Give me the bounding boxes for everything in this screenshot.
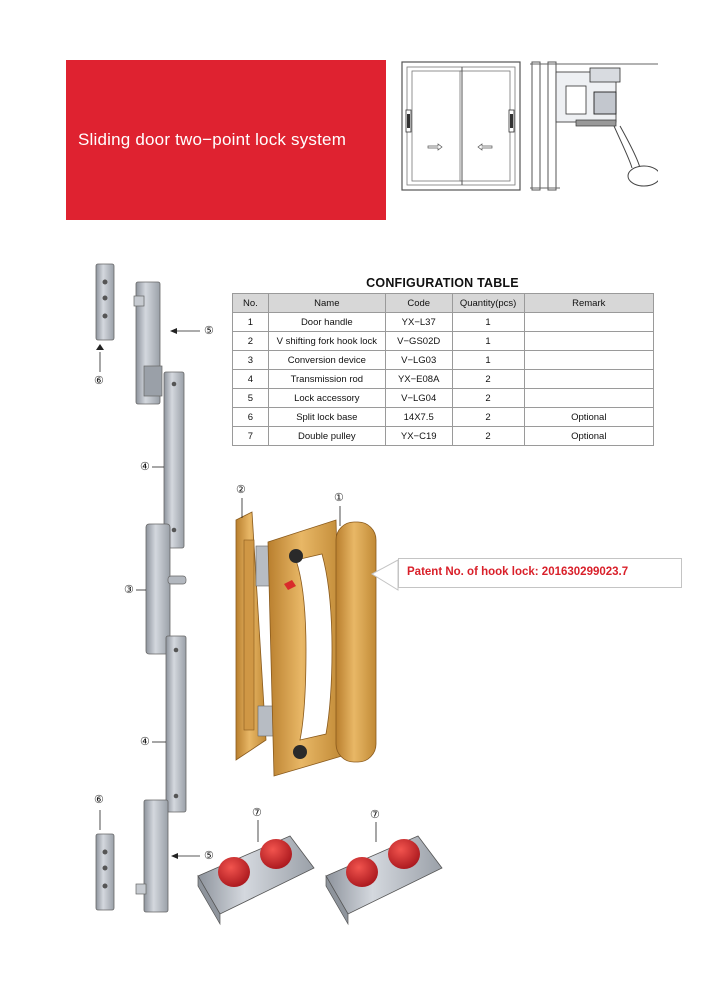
lock-accessory-bottom [136, 800, 168, 912]
cell-name: Transmission rod [268, 370, 385, 389]
cell-quantity: 1 [452, 332, 524, 351]
split-lock-base-top [96, 264, 114, 340]
cell-code: YX−E08A [385, 370, 452, 389]
cell-no: 1 [233, 313, 269, 332]
callout-4-top: ④ [140, 461, 150, 473]
header-remark: Remark [524, 294, 653, 313]
cell-remark: Optional [524, 427, 653, 446]
cell-code: V−LG04 [385, 389, 452, 408]
lock-section-sketch [530, 60, 658, 192]
cell-quantity: 2 [452, 370, 524, 389]
banner-title: Sliding door two−point lock system [78, 130, 347, 149]
callout-5-top: ⑤ [204, 325, 214, 337]
callout-6-bottom: ⑥ [94, 794, 104, 806]
cell-code: YX−C19 [385, 427, 452, 446]
cell-no: 3 [233, 351, 269, 370]
cell-code: V−LG03 [385, 351, 452, 370]
transmission-rod-bottom [166, 636, 186, 812]
callout-4-bottom: ④ [140, 736, 150, 748]
cell-no: 4 [233, 370, 269, 389]
transmission-rod-top [164, 372, 184, 548]
header-code: Code [385, 294, 452, 313]
cell-code: V−GS02D [385, 332, 452, 351]
cell-no: 6 [233, 408, 269, 427]
callout-2: ② [236, 484, 246, 496]
split-lock-base-bottom [96, 834, 114, 910]
callout-6-top: ⑥ [94, 375, 104, 387]
title-banner [66, 60, 386, 220]
cell-quantity: 1 [452, 313, 524, 332]
header-quantity: Quantity(pcs) [452, 294, 524, 313]
sliding-door-sketch [400, 60, 522, 192]
cell-code: YX−L37 [385, 313, 452, 332]
callout-3: ③ [124, 584, 134, 596]
cell-remark: Optional [524, 408, 653, 427]
callout-1: ① [334, 492, 344, 504]
cell-no: 7 [233, 427, 269, 446]
cell-quantity: 1 [452, 351, 524, 370]
cell-no: 2 [233, 332, 269, 351]
double-pulley-right [326, 836, 442, 924]
callout-7-right: ⑦ [370, 809, 380, 821]
lock-accessory-top [134, 282, 162, 404]
callout-7-left: ⑦ [252, 807, 262, 819]
cell-name: Door handle [268, 313, 385, 332]
patent-text: Patent No. of hook lock: 201630299023.7 [407, 566, 629, 578]
cell-name: Lock accessory [268, 389, 385, 408]
cell-name: Split lock base [268, 408, 385, 427]
cell-name: Double pulley [268, 427, 385, 446]
double-pulley-left [198, 836, 314, 924]
door-handle [268, 520, 376, 776]
cell-code: 14X7.5 [385, 408, 452, 427]
cell-quantity: 2 [452, 408, 524, 427]
cell-no: 5 [233, 389, 269, 408]
patent-note [398, 558, 682, 588]
cell-name: Conversion device [268, 351, 385, 370]
cell-quantity: 2 [452, 427, 524, 446]
callout-5-bottom: ⑤ [204, 850, 214, 862]
header-no: No. [233, 294, 269, 313]
config-table-title: CONFIGURATION TABLE [366, 276, 519, 290]
cell-name: V shifting fork hook lock [268, 332, 385, 351]
cell-quantity: 2 [452, 389, 524, 408]
header-name: Name [268, 294, 385, 313]
exploded-parts-illustration [0, 250, 722, 940]
